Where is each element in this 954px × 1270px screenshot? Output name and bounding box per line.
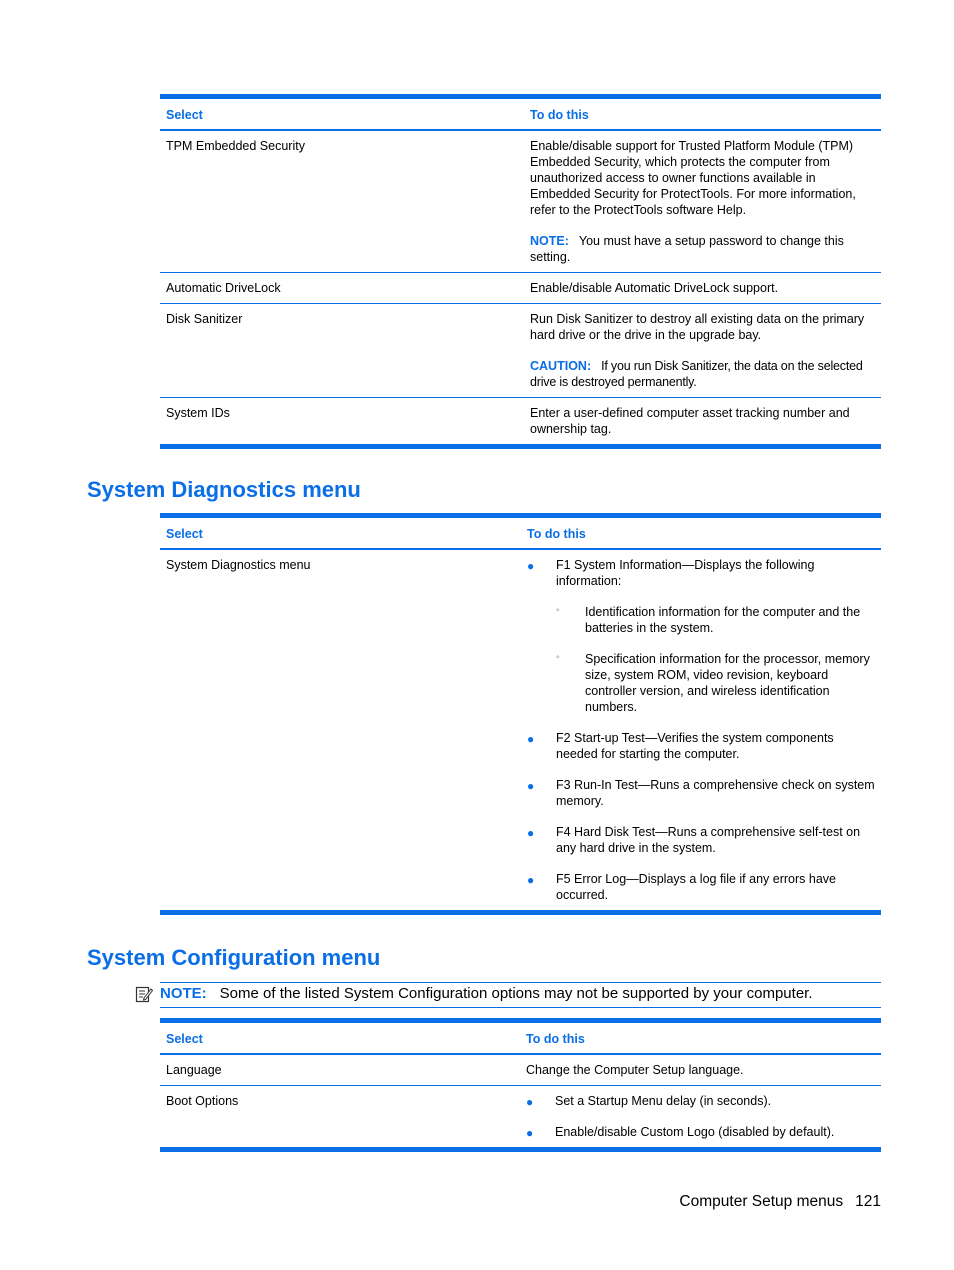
note-label: NOTE: — [530, 234, 569, 248]
table-header-row — [160, 516, 881, 550]
row-select-cell: Disk Sanitizer — [160, 304, 524, 398]
list-item-text: F5 Error Log—Displays a log file if any errors have occurred. — [556, 872, 836, 902]
sub-list-item — [556, 604, 875, 636]
section-heading-diagnostics: System Diagnostics menu — [87, 477, 361, 502]
sub-list-item-text: Identification information for the computer and the batteries in the system. — [585, 605, 861, 635]
row-todo-cell — [520, 1086, 881, 1150]
security-table — [160, 94, 881, 449]
bullet-icon: ● — [527, 873, 535, 887]
list-item — [527, 557, 875, 715]
row-select-cell: TPM Embedded Security — [160, 130, 524, 273]
note-label: NOTE: — [160, 985, 207, 1002]
page-number: 121 — [855, 1193, 881, 1210]
note-paragraph — [530, 233, 875, 265]
row-select-cell: Automatic DriveLock — [160, 273, 524, 304]
table-header-row — [160, 97, 881, 131]
bullet-icon: ● — [527, 826, 535, 840]
row-select-cell: System IDs — [160, 398, 524, 447]
list-item-text: F4 Hard Disk Test—Runs a comprehensive self-test on any hard drive in the system. — [556, 825, 861, 855]
row-select-cell: Boot Options — [160, 1086, 520, 1150]
caution-label: CAUTION: — [530, 359, 592, 373]
table-row — [160, 398, 881, 447]
caution-paragraph — [530, 358, 875, 390]
footer-title: Computer Setup menus — [679, 1193, 844, 1210]
diagnostics-table — [160, 513, 881, 915]
table-row — [160, 1086, 881, 1150]
sub-list-item — [556, 651, 875, 715]
bullet-icon: ● — [526, 1095, 534, 1109]
circle-bullet-icon: ◦ — [556, 605, 560, 616]
list-item-text: F2 Start-up Test—Verifies the system components needed for starting the computer. — [556, 731, 834, 761]
list-item-text: F3 Run-In Test—Runs a comprehensive check on system memory. — [556, 778, 875, 808]
list-item — [527, 824, 875, 856]
row-description: Enable/disable support for Trusted Platform Module (TPM) Embedded Security, which protects the computer from unauthorized access to owner functions available in Embedded Security for ProtectTools. For more information, refer to the ProtectTools software Help. — [530, 139, 856, 217]
sub-list-item-text: Specification information for the processor, memory size, system ROM, video revision, keyboard controller version, and wireless identification numbers. — [585, 652, 870, 714]
section-heading-configuration: System Configuration menu — [87, 945, 381, 970]
row-todo-cell: Enable/disable Automatic DriveLock support. — [524, 273, 881, 304]
list-item — [527, 871, 875, 903]
row-description: Run Disk Sanitizer to destroy all existing data on the primary hard drive or the drive in the upgrade bay. — [530, 312, 865, 342]
bullet-icon: ● — [526, 1126, 534, 1140]
column-header-select: Select — [160, 516, 521, 550]
bullet-icon: ● — [527, 732, 535, 746]
column-header-select: Select — [160, 97, 524, 131]
row-select-cell: System Diagnostics menu — [160, 549, 521, 913]
list-item — [527, 777, 875, 809]
table-row — [160, 549, 881, 913]
note-pencil-icon — [135, 985, 153, 1003]
column-header-todo: To do this — [520, 1021, 881, 1055]
row-todo-cell: Enter a user-defined computer asset tracking number and ownership tag. — [524, 398, 881, 447]
note-text: You must have a setup password to change this setting. — [530, 234, 844, 264]
bullet-icon: ● — [527, 779, 535, 793]
circle-bullet-icon: ◦ — [556, 652, 560, 663]
list-item-text: F1 System Information—Displays the following information: — [556, 558, 815, 588]
configuration-note — [160, 982, 881, 1008]
table-row — [160, 304, 881, 398]
sub-list — [556, 604, 875, 715]
row-todo-cell — [524, 130, 881, 273]
bullet-icon: ● — [527, 559, 535, 573]
list-item — [526, 1124, 875, 1140]
column-header-select: Select — [160, 1021, 520, 1055]
column-header-todo: To do this — [521, 516, 881, 550]
configuration-table — [160, 1018, 881, 1152]
list-item — [527, 730, 875, 762]
note-text: Some of the listed System Configuration options may not be supported by your computer. — [219, 985, 813, 1002]
boot-options-list — [526, 1093, 875, 1140]
table-header-row — [160, 1021, 881, 1055]
column-header-todo: To do this — [524, 97, 881, 131]
list-item — [526, 1093, 875, 1109]
table-row — [160, 130, 881, 273]
table-row — [160, 1054, 881, 1086]
list-item-text: Set a Startup Menu delay (in seconds). — [555, 1094, 772, 1108]
row-todo-cell — [524, 304, 881, 398]
list-item-text: Enable/disable Custom Logo (disabled by default). — [555, 1125, 835, 1139]
row-todo-cell — [521, 549, 881, 913]
page-footer — [679, 1192, 881, 1212]
table-row — [160, 273, 881, 304]
row-todo-cell: Change the Computer Setup language. — [520, 1054, 881, 1086]
caution-text: If you run Disk Sanitizer, the data on the selected drive is destroyed permanently. — [530, 359, 863, 389]
diagnostics-list — [527, 557, 875, 903]
row-select-cell: Language — [160, 1054, 520, 1086]
